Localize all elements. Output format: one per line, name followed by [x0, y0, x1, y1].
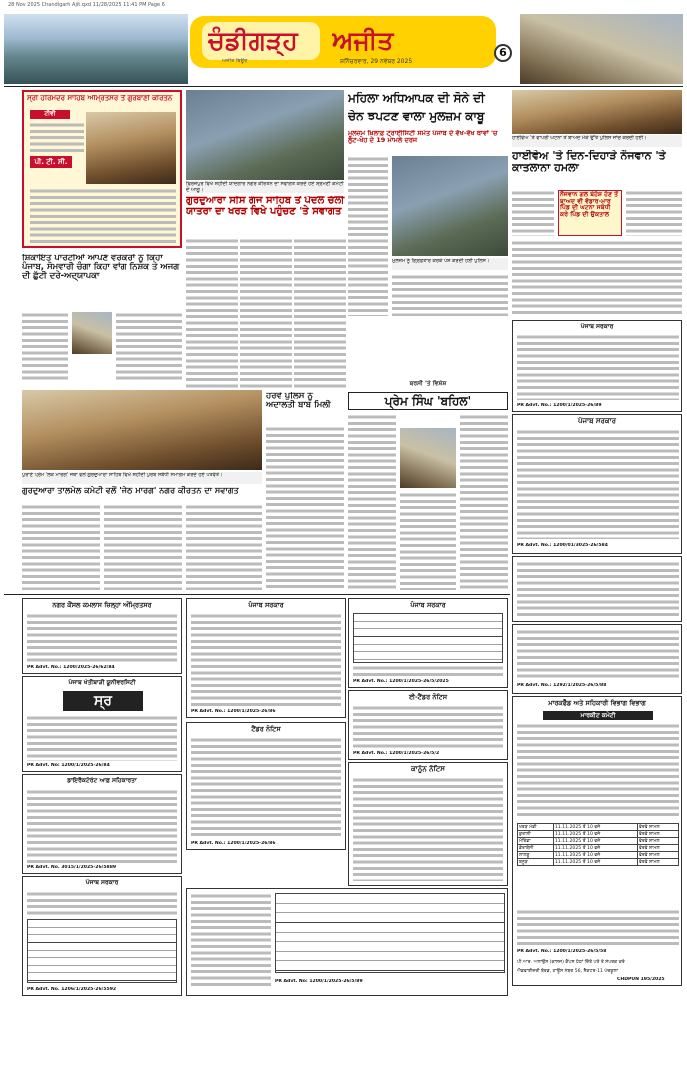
mandi-footer-text	[517, 909, 679, 945]
kanoon-notice-body	[353, 777, 503, 881]
center-ad-2	[186, 722, 346, 850]
main-headline-line-2: ਚੇਨ ਝਪਟਣ ਵਾਲਾ ਮੁਲਜ਼ਮ ਕਾਬੂ	[348, 110, 485, 123]
top-slug-line: 28 Nov 2025 Chandigarh Ajit.qxd 11/28/2025 11:41 PM Page 6	[8, 2, 165, 8]
chd-pin: CHDPUN 195/2025	[617, 977, 665, 982]
masthead-title-left: ਚੰਡੀਗੜ੍ਹ	[208, 26, 298, 55]
right-ad-3	[512, 556, 682, 622]
center-ad-1-pradv: PR Advt. No.: 1200/1/2025-26/86	[191, 709, 276, 714]
university-ad	[22, 676, 182, 772]
top-right-photo	[520, 14, 683, 84]
ptc-badge: ਪੀ. ਟੀ. ਸੀ.	[30, 156, 72, 168]
center-headline: ਗੁਰਦੁਆਰਾ ਸੀਸ ਗੰਜ ਸਾਹਿਬ ਤੋਂ ਪੈਦਲ ਚੱਲੀ ਯਾਤਰਾ ਦਾ ਖਰੜ ਵਿਖੇ ਪਹੁੰਚਣ 'ਤੇ ਸਵਾਗਤ	[186, 196, 345, 217]
table-cell: 11.11.2025 ਤੋਂ 10 ਵਜੇ	[553, 852, 637, 859]
kanoon-notice	[348, 762, 508, 886]
page-number-badge: 6	[494, 44, 512, 62]
table-cell: 11.11.2025 ਤੋਂ 10 ਵਜੇ	[553, 831, 637, 838]
highway-text-3	[512, 240, 682, 316]
table-cell: ਵੇਰਵੇ ਸ਼ਾਮਲ	[637, 824, 678, 831]
center-bottom-tender-grid	[275, 893, 505, 973]
table-cell: 11.11.2025 ਤੋਂ 10 ਵਜੇ	[553, 838, 637, 845]
left-story-col-2	[116, 312, 182, 380]
mandi-footer-1: ਪੀ.ਆਰ. ਅਲਾਉਂਸ (ਕਾਲਜ) ਕੈਂਪਸ ਹੇਠਾਂ ਦਿੱਤੇ ਪਤੇ ਤੇ ਸੰਪਰਕ ਕਰੋ	[517, 960, 625, 965]
right-tender-1-body	[517, 334, 679, 400]
center-ad-2-body	[191, 737, 341, 837]
highway-caption: ਹਾਈਵੇਅ 'ਤੇ ਵਾਪਰੀ ਘਟਨਾ ਤੋਂ ਬਾਅਦ ਮੌਕੇ ਉੱਤੇ ਪੁਲਿਸ ਜਾਂਚ ਕਰਦੀ ਹੋਈ।	[512, 135, 682, 147]
left-bottom-notice-pradv: PR Advt. No. 3015/1/2025-26/5889	[27, 865, 117, 870]
obit-col-1	[348, 414, 396, 590]
masthead-subline: ਅਜੀਤ ਬਿਊਰੋ	[222, 58, 248, 64]
center-ad-1-title: ਪੰਜਾਬ ਸਰਕਾਰ	[248, 601, 284, 609]
center-ad-4-body	[353, 705, 503, 749]
table-cell: 11.11.2025 ਤੋਂ 10 ਵਜੇ	[553, 824, 637, 831]
center-ad-3-grid	[353, 613, 503, 663]
center-story-col-1	[186, 238, 238, 388]
masthead-title-right: ਅਜੀਤ	[332, 26, 394, 55]
right-tender-2-pradv: PR Advt. No.: 1200/01/3025-26/584	[517, 543, 608, 548]
center-story-col-2	[240, 238, 292, 388]
left-story-col-1	[22, 312, 68, 380]
table-row	[518, 859, 679, 866]
nagar-kaunsil-pradv: PR Advt. No.: 1200/2025-26/62/84	[27, 665, 115, 670]
ptc-ad-text	[30, 122, 84, 152]
nagar-kaunsil-body	[27, 613, 177, 663]
nagar-kaunsil-ad	[22, 598, 182, 674]
nagar-kirtan-headline: ਗੁਰਦੁਆਰਾ ਤਾਲਮੇਲ ਕਮੇਟੀ ਵਲੋਂ 'ਜੇਠ ਮਾਰਗ' ਨਗਰ ਕੀਰਤਨ ਦਾ ਸਵਾਗਤ	[22, 486, 239, 495]
center-top-caption: ਫਿਰੋਜ਼ਪੁਰ ਵਿਖੇ ਸ਼ਹੀਦੀ ਯਾਦਗਾਰ ਨਗਰ ਕੀਰਤਨ ਦਾ ਸਵਾਗਤ ਕਰਦੇ ਹੋਏ ਸ਼੍ਰੋਮਣੀ ਕਮੇਟੀ ਦੇ ਆਗੂ।	[186, 181, 344, 193]
nagar-kirtan-photo	[22, 390, 262, 470]
masthead	[190, 16, 496, 68]
table-cell: ਕੁਰਾਲੀ	[518, 831, 554, 838]
mandi-notice	[512, 696, 682, 986]
center-bottom-tender	[186, 888, 508, 996]
top-left-photo	[4, 14, 188, 84]
ptc-ad-body	[30, 188, 176, 244]
center-ad-2-pradv: PR Advt. No.: 1200/1/2025-26/86	[191, 841, 276, 846]
table-cell: ਬਨੂੜ	[518, 859, 554, 866]
table-cell: ਵੇਰਵੇ ਸ਼ਾਮਲ	[637, 838, 678, 845]
center-ad-4	[348, 690, 508, 760]
center-bottom-tender-pradv: PR Advt. No: 1200/1/2025-26/5/89	[275, 979, 363, 984]
left-bottom-notice-body	[27, 789, 177, 863]
obit-col-mid	[400, 492, 456, 590]
nagar-kaunsil-title: ਨਗਰ ਕੌਂਸਲ ਕਮਲਾਸ ਜ਼ਿਲ੍ਹਾ ਅੰਮ੍ਰਿਤਸਰ	[52, 601, 152, 609]
table-row	[518, 824, 679, 831]
center-bottom-tender-left	[191, 893, 271, 989]
mandi-table-wrap	[517, 823, 679, 903]
highway-headline: ਹਾਈਵੇਅ 'ਤੇ ਦਿਨ-ਦਿਹਾੜੇ ਨੌਜਵਾਨ 'ਤੇ ਕਾਤਲਾਨਾ ਹਮਲਾ	[512, 150, 666, 174]
table-cell: ਵੇਰਵੇ ਸ਼ਾਮਲ	[637, 845, 678, 852]
table-cell: ਵੇਰਵੇ ਸ਼ਾਮਲ	[637, 852, 678, 859]
masthead-date: ਸ਼ਨਿੱਚਰਵਾਰ, 29 ਨਵੰਬਰ 2025	[340, 58, 413, 65]
mandi-sub: ਮਾਰਕੀਟ ਕਮੇਟੀ	[543, 711, 653, 720]
center-ad-3	[348, 598, 508, 688]
left-table-notice	[22, 876, 182, 996]
police-photo-caption: ਮੁਲਜ਼ਮ ਨੂੰ ਗ੍ਰਿਫ਼ਤਾਰ ਕਰਕੇ ਪੇਸ਼ ਕਰਦੀ ਹੋਈ ਪੁਲਿਸ।	[392, 258, 508, 270]
table-cell: ਮੋਰਿੰਡਾ	[518, 838, 554, 845]
table-cell: ਵੇਰਵੇ ਸ਼ਾਮਲ	[637, 831, 678, 838]
table-cell: ਵੇਰਵੇ ਸ਼ਾਮਲ	[637, 859, 678, 866]
center-ad-4-title: ਈ-ਟੈਂਡਰ ਨੋਟਿਸ	[408, 693, 448, 701]
left-bottom-notice	[22, 774, 182, 874]
mid-story-text	[266, 426, 344, 590]
right-tender-1-title: ਪੰਜਾਬ ਸਰਕਾਰ	[580, 323, 614, 330]
table-cell: 11.11.2025 ਤੋਂ 10 ਵਜੇ	[553, 859, 637, 866]
right-tender-ad-2	[512, 414, 682, 554]
main-headline-line-1: ਮਹਿਲਾ ਅਧਿਆਪਕ ਦੀ ਸੋਨੇ ਦੀ	[348, 92, 485, 105]
nagar-kirtan-col-2	[104, 504, 182, 590]
obit-kicker: ਬਰਸੀ 'ਤੇ ਵਿਸ਼ੇਸ਼	[409, 380, 447, 387]
mandi-footer-2: ਐਡਵਾਈਜ਼ਰੀ ਬੋਰਡ, ਹਾਊਸ ਨੰਬਰ 56, ਸੈਕਟਰ-11 ਪੰਚਕੂਲਾ	[517, 969, 619, 974]
center-ad-3-body	[353, 665, 503, 677]
center-ad-3-title: ਪੰਜਾਬ ਸਰਕਾਰ	[410, 601, 446, 609]
mandi-pradv: PR Advt. No.: 1200/1/2025-26/5/58	[517, 949, 607, 954]
highway-photo	[512, 90, 682, 134]
table-cell: ਲਾਲੜੂ	[518, 852, 554, 859]
mid-page-rule	[4, 594, 510, 595]
university-pradv: PR Advt. No: 1200/1/2025-26/84	[27, 763, 110, 768]
ptc-ad-photo	[86, 112, 176, 184]
right-e-tender-pradv: PR Advt. No.: 1292/1/2025-26/5/88	[517, 683, 607, 688]
right-e-tender	[512, 624, 682, 694]
university-banner: ਸ੍ਰ	[63, 691, 143, 711]
left-table-notice-title: ਪੰਜਾਬ ਸਰਕਾਰ	[85, 879, 119, 886]
right-ad-3-body	[517, 561, 679, 619]
center-ad-3-pradv: PR Advt. No.: 1200/1/2025-26/5/2025	[353, 679, 449, 684]
center-ad-2-title: ਟੈਂਡਰ ਨੋਟਿਸ	[251, 725, 281, 733]
table-row	[518, 845, 679, 852]
mandi-body	[517, 723, 679, 819]
table-row	[518, 838, 679, 845]
mandi-title: ਮਾਰਕਫੈੱਡ ਅਤੇ ਸਹਿਕਾਰੀ ਵਿਭਾਗ ਵਿਭਾਗ	[548, 699, 646, 707]
right-e-tender-body	[517, 629, 679, 681]
table-cell: ਖਰੜ ਮੰਡੀ	[518, 824, 554, 831]
nagar-kirtan-col-1	[22, 504, 100, 590]
mandi-table	[517, 823, 679, 866]
obit-portrait	[400, 428, 456, 488]
table-row	[518, 831, 679, 838]
left-story-portrait	[72, 312, 112, 354]
highway-text-1	[512, 190, 554, 236]
center-story-col-3	[294, 238, 346, 388]
center-ad-1	[186, 598, 346, 718]
table-cell: 11.11.2025 ਤੋਂ 10 ਵਜੇ	[553, 845, 637, 852]
university-title: ਪੰਜਾਬ ਖੇਤੀਬਾੜੀ ਯੂਨੀਵਰਸਿਟੀ	[68, 679, 136, 686]
university-body	[27, 715, 177, 761]
left-headline: ਸ਼ਿਕਾਇਤ ਪਾਰਟੀਆਂ ਆਪਣੇ ਵਰਕਰਾਂ ਨੂੰ ਕਿਹਾ ਪੰਜਾਬ, ਸੋਮਵਾਰੀ ਚੰਗਾ ਕਿਹਾ ਵਾਂਗ ਨਿਸ਼ਕ ਤੇ ਅਜਗ ਦੀ ਛੁੱਟੀ ਦਰੇ-ਅਦ੍ਯਾਪਕਾ	[22, 254, 180, 281]
mid-headline: ਹਰਵੇ ਪੁਲਿਸ ਨੂੰ ਅਦਾਲਤੀ ਬਾਬ ਮਿਲੀ	[266, 392, 331, 410]
nagar-kirtan-caption: ਪੁਰਾਣੇ ਪ੍ਰੇਮ 'ਲੋਕ ਮਾਰਗ' ਜਥਾ ਵਲੋਂ ਗੁਰਦੁਆਰਾ ਸਾਹਿਬ ਵਿਖੇ ਸ਼ਹੀਦੀ ਪੁਰਬ ਸਬੰਧੀ ਸਮਾਗਮ ਕਰਦੇ ਹੋਏ ਪਤਵੰਤੇ।	[22, 472, 262, 484]
registration-colorbar	[60, 1078, 180, 1085]
registration-colorbar-right	[500, 1078, 620, 1085]
center-top-photo	[186, 90, 344, 180]
obit-headline: ਪ੍ਰੇਮ ਸਿੰਘ 'ਬਹਿਲ'	[348, 392, 508, 410]
left-table-notice-pradv: PR Advt. No. 1206/1/2025-26/5592	[27, 987, 117, 992]
kanoon-notice-title: ਕਾਨੂੰਨ ਨੋਟਿਸ	[411, 765, 445, 773]
highway-pullquote: ਨੌਜਵਾਨ ਗਲ ਬੇਹੋਸ਼ ਹੋਣ ਤੋਂ ਬਾਅਦ ਵੀ ਵੱਡਾਰ-ਮਾਰ ਪਿੰਡ ਦੀ ਘਟਨਾ ਸਬੰਧੀ ਕਰੇ ਪਿੰਡ ਦੀ ਉਕਤਾਲ	[558, 190, 622, 236]
highway-text-2	[626, 190, 682, 236]
main-story-col-1	[348, 156, 388, 316]
nagar-kirtan-col-3	[186, 504, 262, 590]
center-ad-1-body	[191, 613, 341, 707]
left-table-notice-grid	[27, 919, 177, 983]
table-row	[518, 852, 679, 859]
table-cell: ਡੇਰਾਬੱਸੀ	[518, 845, 554, 852]
right-tender-ad-1	[512, 320, 682, 412]
ptc-ad-title: ਸ੍ਰੀ ਹਰਿਮੰਦਰ ਸਾਹਿਬ ਅੰਮ੍ਰਿਤਸਰ ਤੋਂ ਗੁਰਬਾਣੀ ਕੀਰਤਨ	[27, 95, 173, 102]
obit-col-2	[460, 414, 508, 590]
ptc-gurbani-ad	[22, 90, 182, 248]
left-bottom-notice-title: ਡਾਇਰੈਕਟੋਰੇਟ ਆਫ਼ ਸਹਿਕਾਰਤਾ	[67, 777, 137, 784]
main-subhead: ਮੁਲਜ਼ਮ ਖ਼ਿਲਾਫ਼ ਟ੍ਰਾਈਸਿਟੀ ਸਮੇਤ ਪੰਜਾਬ ਦੇ ਵੱਖ-ਵੱਖ ਥਾਵਾਂ 'ਚ ਲੁੱਟ-ਖੋਹ ਦੇ 19 ਮਾਮਲੇ ਦਰਜ	[348, 130, 498, 144]
right-tender-1-pradv: PR Advt. No.: 1200/1/2025-26/89	[517, 403, 602, 408]
left-table-notice-intro	[27, 891, 177, 915]
right-tender-2-body	[517, 429, 679, 539]
main-story-col-2	[392, 274, 508, 316]
center-ad-4-pradv: PR Advt. No.: 1200/1/2025-26/5/2	[353, 751, 440, 756]
masthead-rule	[4, 86, 683, 87]
ptc-ad-sub: ਟੀਵੀ	[30, 110, 70, 119]
police-photo	[392, 156, 508, 256]
right-tender-2-title: ਪੰਜਾਬ ਸਰਕਾਰ	[577, 417, 616, 425]
